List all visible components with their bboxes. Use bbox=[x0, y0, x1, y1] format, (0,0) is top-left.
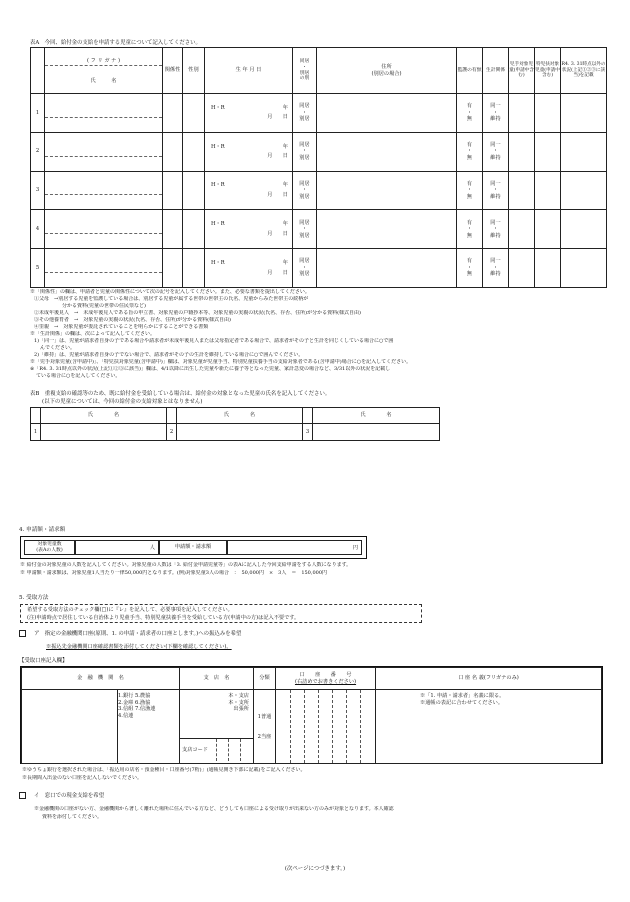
row-number: 3 bbox=[303, 424, 313, 441]
name-cell[interactable] bbox=[45, 171, 163, 210]
col-a-cell[interactable] bbox=[509, 94, 535, 133]
name-cell[interactable] bbox=[177, 424, 303, 441]
option-b-checkbox[interactable] bbox=[19, 792, 26, 799]
relation-cell[interactable] bbox=[163, 171, 183, 210]
note-line: 資料を添付してください。 bbox=[42, 814, 103, 820]
era-label: H・R bbox=[211, 143, 225, 150]
col-b-cell[interactable] bbox=[535, 249, 561, 288]
cohab-options[interactable]: 同居 ・ 別居 bbox=[293, 210, 317, 249]
bank-name-field[interactable] bbox=[22, 690, 118, 764]
amount-unit: 円 bbox=[352, 545, 358, 551]
col-c-cell[interactable] bbox=[561, 210, 607, 249]
col-a-header: 児手対象児童(申請中含む) bbox=[509, 48, 535, 94]
option-a-label: ア 指定の金融機関口座(原則、1. の申請・請求者の口座とします。)への振込みを希望 bbox=[34, 631, 242, 637]
gender-cell[interactable] bbox=[183, 94, 205, 133]
table-a bbox=[30, 47, 607, 288]
note-line: ※「生計関係」の欄は、次によって記入してください。 bbox=[30, 331, 156, 337]
note-line: 2)「維持」は、児童が請求者自身の子でない場合で、請求者がその子の生計を維持している場合に○で囲んでください。 bbox=[34, 352, 304, 358]
note-line: ※「児手対象児童(含申請中)」、「特児扶対象児童(含申請中)」欄は、対象児童が児童手当、特別児童扶養手当の支給対象者である(含申請中)場合に○を記入してください。 bbox=[30, 359, 412, 365]
account-header bbox=[276, 668, 376, 690]
holder-field[interactable] bbox=[376, 690, 602, 764]
row-number: 2 bbox=[31, 132, 45, 171]
account-header-sub: (右詰めでお書きください) bbox=[294, 678, 357, 685]
section-5-title: 5. 受取方法 bbox=[19, 595, 49, 601]
birth-cell[interactable] bbox=[205, 132, 293, 171]
note-line: ④里親 → 対象児童が委託されていることを明らかにすることができる書類 bbox=[34, 324, 209, 330]
cohab-header: 同居 ・ 別居 の別 bbox=[293, 48, 317, 94]
kind-header: 分類 bbox=[254, 668, 276, 690]
year-label: 年 bbox=[282, 143, 288, 150]
era-label: H・R bbox=[211, 260, 225, 267]
instruction-line: 希望する受取方法のチェック欄(□)に『レ』を記入して、必要事項を記入してください。 bbox=[27, 607, 233, 613]
gender-header: 性別 bbox=[183, 48, 205, 94]
name-header: 氏 名 bbox=[41, 408, 167, 424]
col-b-cell[interactable] bbox=[535, 94, 561, 133]
name-header-cell bbox=[45, 48, 163, 94]
birth-cell[interactable] bbox=[205, 94, 293, 133]
child-count-field[interactable] bbox=[75, 540, 159, 555]
row-number: 4 bbox=[31, 210, 45, 249]
note-line: ※長期間入出金のない口座を記入しないでください。 bbox=[22, 775, 143, 781]
table-row bbox=[31, 132, 607, 171]
col-c-header: R4. 3. 31時点以外の状況(上記①②③に該当)を記載 bbox=[561, 48, 607, 94]
era-label: H・R bbox=[211, 182, 225, 189]
livelihood-options[interactable]: 同一 ・ 維持 bbox=[483, 132, 509, 171]
col-c-cell[interactable] bbox=[561, 249, 607, 288]
custody-options[interactable]: 有 ・ 無 bbox=[457, 171, 483, 210]
branch-code-label: 支店コード bbox=[182, 747, 208, 753]
address-cell[interactable] bbox=[317, 210, 457, 249]
row-number: 1 bbox=[31, 94, 45, 133]
holder-header: 口 座 名 義(フリガナのみ) bbox=[376, 668, 602, 690]
year-label: 年 bbox=[282, 221, 288, 228]
custody-options[interactable]: 有 ・ 無 bbox=[457, 132, 483, 171]
col-b-cell[interactable] bbox=[535, 132, 561, 171]
col-a-cell[interactable] bbox=[509, 132, 535, 171]
section-4-title: 4. 申請額・請求額 bbox=[19, 527, 66, 533]
col-a-cell[interactable] bbox=[509, 210, 535, 249]
account-header-label: 口 座 番 号 bbox=[299, 672, 352, 678]
era-label: H・R bbox=[211, 104, 225, 111]
amount-box bbox=[20, 536, 367, 559]
year-label: 年 bbox=[282, 182, 288, 189]
note-line: んでください。 bbox=[40, 345, 76, 351]
table-row bbox=[31, 249, 607, 288]
gender-cell[interactable] bbox=[183, 210, 205, 249]
instruction-line: (注)申請時点で居住している自治体より児童手当、特別児童扶養手当を受給している方(申請中の方)は記入不要です。 bbox=[27, 615, 300, 621]
name-cell[interactable] bbox=[45, 132, 163, 171]
note-line: ※ 給付金の対象児童の人数を記入してください。対象児童の人数は「3. 給付金申請児童等」の表Aに記入した今回支給申請をする人数になります。 bbox=[20, 562, 352, 568]
month-day-label: 月 日 bbox=[267, 191, 288, 198]
gender-cell[interactable] bbox=[183, 132, 205, 171]
note-line: ※「関係性」の欄は、申請者と児童の関係性について次の記号を記入してください。また、必要な書類を提出してください。 bbox=[30, 289, 310, 295]
col-b-cell[interactable] bbox=[535, 210, 561, 249]
option-b-label: イ 窓口での現金支給を希望 bbox=[34, 793, 105, 799]
livelihood-options[interactable]: 同一 ・ 維持 bbox=[483, 210, 509, 249]
month-day-label: 月 日 bbox=[267, 153, 288, 160]
relation-cell[interactable] bbox=[163, 210, 183, 249]
bank-name-header: 金 融 機 関 名 bbox=[22, 668, 180, 690]
table-row bbox=[31, 210, 607, 249]
note-line: ③その他養育者 → 対象児童の実親の状況(氏名、存否、住所)が分かる資料(様式自由) bbox=[34, 317, 231, 323]
col-a-cell[interactable] bbox=[509, 249, 535, 288]
year-label: 年 bbox=[282, 104, 288, 111]
holder-note: ※「1. 申請・請求者」名義に限る。 bbox=[420, 693, 505, 699]
name-header: 氏 名 bbox=[313, 408, 440, 424]
bank-type-options[interactable]: 1.銀行 5.農協 2.金庫 6.漁協 3.信組 7.信漁連 4.信連 bbox=[118, 690, 180, 764]
cohab-options[interactable]: 同居 ・ 別居 bbox=[293, 94, 317, 133]
relation-cell[interactable] bbox=[163, 132, 183, 171]
month-day-label: 月 日 bbox=[267, 230, 288, 237]
cohab-options[interactable]: 同居 ・ 別居 bbox=[293, 132, 317, 171]
address-cell[interactable] bbox=[317, 94, 457, 133]
birth-cell[interactable] bbox=[205, 210, 293, 249]
relation-header: 関係性 bbox=[163, 48, 183, 94]
table-row bbox=[31, 94, 607, 133]
branch-cell bbox=[180, 690, 254, 764]
birth-header: 生 年 月 日 bbox=[205, 48, 293, 94]
livelihood-options[interactable]: 同一 ・ 維持 bbox=[483, 171, 509, 210]
address-cell[interactable] bbox=[317, 171, 457, 210]
name-header: 氏 名 bbox=[177, 408, 303, 424]
note-line: 1)「同一」は、児童が請求者自身の子である場合や請求者が未成年後見人または父母指定者である場合で、請求者がその子と生計を同じくしている場合に○で囲 bbox=[34, 338, 394, 344]
branch-code-field[interactable] bbox=[180, 738, 253, 762]
bank-account-box bbox=[20, 666, 603, 764]
year-label: 年 bbox=[282, 260, 288, 267]
account-kind-options[interactable]: 1普通 2当座 bbox=[254, 690, 276, 764]
note-line: 分かる資料(児童の世帯の住民票など) bbox=[62, 303, 146, 309]
col-a-cell[interactable] bbox=[509, 171, 535, 210]
month-day-label: 月 日 bbox=[267, 114, 288, 121]
row-number: 5 bbox=[31, 249, 45, 288]
livelihood-options[interactable]: 同一 ・ 維持 bbox=[483, 249, 509, 288]
furigana-header: ( フ リ ガ ナ ) bbox=[45, 56, 162, 66]
table-a-caption: 表A 今回、給付金の支給を申請する児童について記入してください。 bbox=[30, 40, 201, 46]
address-cell[interactable] bbox=[317, 249, 457, 288]
birth-cell[interactable] bbox=[205, 171, 293, 210]
page-footer: (次ページにつづきます。) bbox=[284, 866, 346, 872]
branch-header: 支 店 名 bbox=[180, 668, 254, 690]
relation-cell[interactable] bbox=[163, 94, 183, 133]
name-cell[interactable] bbox=[313, 424, 440, 441]
row-number: 1 bbox=[31, 424, 41, 441]
custody-options[interactable]: 有 ・ 無 bbox=[457, 94, 483, 133]
row-number: 3 bbox=[31, 171, 45, 210]
name-cell[interactable] bbox=[45, 249, 163, 288]
table-b-subcaption: (以下の児童については、今回の給付金の支給対象とはなりません) bbox=[42, 399, 203, 405]
col-c-cell[interactable] bbox=[561, 132, 607, 171]
name-header: 氏 名 bbox=[90, 78, 117, 85]
note-line: ①父母 →別居する児童を監護している場合は、別居する児童が属する世帯の世帯主の氏名、児童からみた世帯主の続柄が bbox=[34, 296, 309, 302]
note-line: ②未成年後見人 → 未成年後見人である旨の申立書、対象児童の戸籍抄本等、対象児童の実親の状況(氏名、存否、住所)が分かる資料(様式自由) bbox=[34, 310, 361, 316]
note-line: ※「R4. 3. 31時点以外の状況(上記①②③に該当)」欄は、4/1以降に出生した児童や新たに養子等となった児童、家計急変の場合など、3/31以外の状況を記載し bbox=[30, 366, 391, 372]
amount-field[interactable] bbox=[227, 540, 362, 555]
row-number: 2 bbox=[167, 424, 177, 441]
birth-cell[interactable] bbox=[205, 249, 293, 288]
account-number-field[interactable] bbox=[276, 690, 376, 764]
table-b bbox=[30, 407, 440, 441]
col-b-cell[interactable] bbox=[535, 171, 561, 210]
child-count-label: 対象児童数 (表Aの人数) bbox=[24, 540, 75, 555]
note-line: ている場合に○を記入してください。 bbox=[36, 373, 121, 379]
instruction-box bbox=[20, 604, 422, 623]
address-cell[interactable] bbox=[317, 132, 457, 171]
custody-options[interactable]: 有 ・ 無 bbox=[457, 210, 483, 249]
table-b-caption: 表B 重複支給の確認等のため、既に給付金を受給している場合は、給付金の対象となった児童の氏名を記入してください。 bbox=[30, 391, 331, 397]
table-row bbox=[31, 171, 607, 210]
note-line: ※金融機関の口座がない方、金融機関から著しく離れた場所に住んでいる方など、どうしても口座による受け取りが出来ない方のみが対象となります。本人確認 bbox=[34, 806, 394, 812]
gender-cell[interactable] bbox=[183, 249, 205, 288]
relation-cell[interactable] bbox=[163, 249, 183, 288]
count-unit: 人 bbox=[149, 545, 155, 551]
bank-section-title: 【受取口座記入欄】 bbox=[19, 658, 68, 664]
amount-label: 申請額・請求額 bbox=[159, 540, 227, 555]
holder-note: ※通帳の表記に合わせてください。 bbox=[420, 699, 504, 706]
month-day-label: 月 日 bbox=[267, 269, 288, 276]
cohab-options[interactable]: 同居 ・ 別居 bbox=[293, 249, 317, 288]
era-label: H・R bbox=[211, 221, 225, 228]
livelihood-header: 生計関係 bbox=[483, 48, 509, 94]
custody-header: 監護の有無 bbox=[457, 48, 483, 94]
note-line: ※ 申請額・請求額は、対象児童1人当たり一律50,000円となります。(例)対象児童3人の場合 ： 50,000円 × 3人 ＝ 150,000円 bbox=[20, 570, 327, 576]
gender-cell[interactable] bbox=[183, 171, 205, 210]
cohab-options[interactable]: 同居 ・ 別居 bbox=[293, 171, 317, 210]
option-a-note: ※振込先金融機関口座確認書類を添付してください(下欄を確認してください)。 bbox=[46, 644, 232, 650]
note-line: ※ゆうちょ銀行を選択された場合は、「振込用の店名・預金種目・口座番号(7桁)」(通帳見開き下部に記載)をご記入ください。 bbox=[22, 767, 306, 773]
name-cell[interactable] bbox=[45, 210, 163, 249]
name-cell[interactable] bbox=[41, 424, 167, 441]
livelihood-options[interactable]: 同一 ・ 維持 bbox=[483, 94, 509, 133]
custody-options[interactable]: 有 ・ 無 bbox=[457, 249, 483, 288]
address-header: 住所 (別居の場合) bbox=[317, 48, 457, 94]
col-c-cell[interactable] bbox=[561, 94, 607, 133]
col-b-header: 特児扶対象児童(申請中含む) bbox=[535, 48, 561, 94]
name-cell[interactable] bbox=[45, 94, 163, 133]
col-c-cell[interactable] bbox=[561, 171, 607, 210]
option-a-checkbox[interactable] bbox=[19, 630, 26, 637]
branch-type-options[interactable]: 本・支店 本・支所 出張所 bbox=[228, 693, 249, 712]
